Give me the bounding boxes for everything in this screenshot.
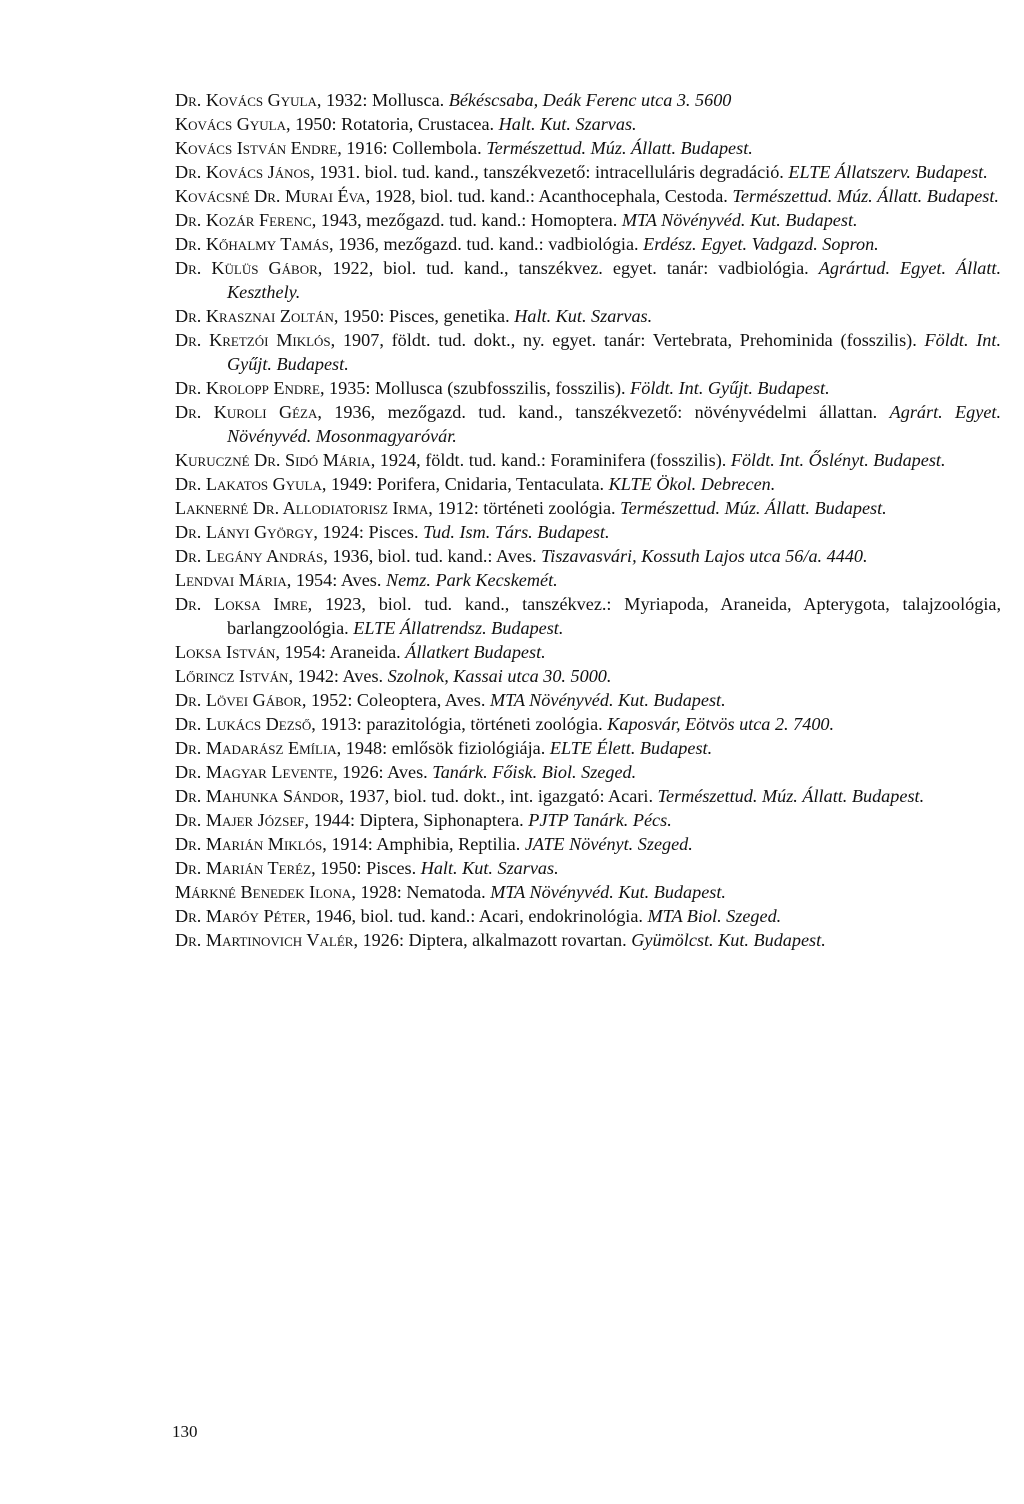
person-name: Kovácsné Dr. Murai Éva [175,186,366,206]
institution: Földt. Int. Őslényt. Budapest. [730,450,946,470]
directory-entry [175,856,1001,880]
directory-entry [175,112,1001,136]
institution: Állatkert Budapest. [405,642,546,662]
directory-entry [175,640,1001,664]
person-name: Dr. Lányi György [175,522,314,542]
person-name: Laknerné Dr. Allodiatorisz Irma [175,498,429,518]
institution: ELTE Élett. Budapest. [549,738,713,758]
institution: ELTE Állatrendsz. Budapest. [353,618,564,638]
entry-details: , 1926: Diptera, alkalmazott rovartan. [353,930,632,950]
person-name: Loksa István [175,642,276,662]
institution: Földt. Int. Gyűjt. Budapest. [630,378,830,398]
entry-details: , 1914: Amphibia, Reptilia. [322,834,525,854]
entry-details: , 1937, biol. tud. dokt., int. igazgató: Acari. [339,786,658,806]
person-name: Dr. Lukács Dezső [175,714,312,734]
directory-entry [175,376,1001,400]
person-name: Dr. Lövei Gábor [175,690,302,710]
entry-details: , 1944: Diptera, Siphonaptera. [304,810,529,830]
directory-entry [175,184,1001,208]
institution: Szolnok, Kassai utca 30. 5000. [387,666,612,686]
person-name: Dr. Majer József [175,810,305,830]
institution: MTA Növényvéd. Kut. Budapest. [489,690,726,710]
person-name: Dr. Kozár Ferenc [175,210,312,230]
institution: Természettud. Múz. Állatt. Budapest. [732,186,999,206]
institution: PJTP Tanárk. Pécs. [528,810,672,830]
institution: KLTE Ökol. Debrecen. [608,474,776,494]
institution: Természettud. Múz. Állatt. Budapest. [620,498,887,518]
directory-entry [175,736,1001,760]
institution: Halt. Kut. Szarvas. [498,114,637,134]
person-name: Dr. Marián Miklós [175,834,323,854]
institution: MTA Biol. Szeged. [647,906,782,926]
directory-entry [175,904,1001,928]
person-name: Dr. Krasznai Zoltán [175,306,334,326]
entry-details: , 1928, biol. tud. kand.: Acanthocephala, Cestoda. [365,186,733,206]
entry-details: , 1912: történeti zoológia. [428,498,621,518]
person-name: Dr. Lakatos Gyula [175,474,322,494]
person-name: Dr. Madarász Emília [175,738,337,758]
page-number: 130 [172,1422,198,1441]
institution: Békéscsaba, Deák Ferenc utca 3. 5600 [448,90,732,110]
directory-entry [175,712,1001,736]
directory-entry [175,448,1001,472]
directory-entry [175,88,1001,112]
entry-details: , 1954: Araneida. [275,642,406,662]
person-name: Lőrincz István [175,666,289,686]
institution: MTA Növényvéd. Kut. Budapest. [621,210,858,230]
institution: Gyümölcst. Kut. Budapest. [631,930,826,950]
entry-details: , 1950: Rotatoria, Crustacea. [286,114,499,134]
institution: Természettud. Múz. Állatt. Budapest. [657,786,925,806]
person-name: Dr. Loksa Imre [175,594,308,614]
directory-entry [175,688,1001,712]
directory-entry [175,496,1001,520]
entry-details: , 1926: Aves. [333,762,433,782]
institution: ELTE Állatszerv. Budapest. [788,162,988,182]
entry-details: , 1913: parazitológia, történeti zoológia. [311,714,608,734]
directory-entry [175,760,1001,784]
person-name: Dr. Kovács János [175,162,311,182]
directory-entry [175,304,1001,328]
institution: Kaposvár, Eötvös utca 2. 7400. [607,714,835,734]
directory-entry [175,328,1001,376]
institution: JATE Növényt. Szeged. [524,834,693,854]
institution: Nemz. Park Kecskemét. [385,570,558,590]
person-name: Dr. Legány András [175,546,324,566]
directory-entry [175,568,1001,592]
person-name: Dr. Kovács Gyula [175,90,317,110]
institution: Tud. Ism. Társ. Budapest. [423,522,610,542]
directory-entry [175,256,1001,304]
person-name: Dr. Külüs Gábor [175,258,318,278]
institution: Halt. Kut. Szarvas. [514,306,653,326]
person-name: Kuruczné Dr. Sidó Mária [175,450,371,470]
institution: Földt. Int. Gyűjt. Budapest. [227,330,1001,374]
institution: Erdész. Egyet. Vadgazd. Sopron. [643,234,879,254]
entry-details: , 1946, biol. tud. kand.: Acari, endokrinológia. [306,906,648,926]
entry-details: , 1954: Aves. [286,570,386,590]
directory-entries [175,88,1001,952]
person-name: Dr. Martinovich Valér [175,930,354,950]
person-name: Dr. Kőhalmy Tamás [175,234,329,254]
person-name: Dr. Mahunka Sándor [175,786,340,806]
entry-details: , 1924, földt. tud. kand.: Foraminifera (fosszilis). [370,450,731,470]
entry-details: , 1950: Pisces. [311,858,421,878]
directory-entry [175,592,1001,640]
directory-entry [175,544,1001,568]
entry-details: , 1923, biol. tud. kand., tanszékvez.: Myriapoda, Araneida, Apterygota, talajzoológia, barlangzoológia. [227,594,1001,638]
institution: Tanárk. Főisk. Biol. Szeged. [432,762,637,782]
entry-details: , 1932: Mollusca. [316,90,449,110]
directory-entry [175,232,1001,256]
entry-details: , 1952: Coleoptera, Aves. [301,690,490,710]
entry-details: , 1936, mezőgazd. tud. kand., tanszékvezető: növényvédelmi állattan. [317,402,890,422]
entry-details: , 1928: Nematoda. [351,882,491,902]
person-name: Márkné Benedek Ilona [175,882,352,902]
directory-entry [175,808,1001,832]
institution: MTA Növényvéd. Kut. Budapest. [490,882,726,902]
entry-details: , 1924: Pisces. [313,522,424,542]
directory-entry [175,208,1001,232]
person-name: Dr. Marián Teréz [175,858,312,878]
entry-details: , 1935: Mollusca (szubfosszilis, fosszilis). [319,378,631,398]
institution: Halt. Kut. Szarvas. [420,858,559,878]
person-name: Kovács Gyula [175,114,286,134]
person-name: Kovács István Endre [175,138,338,158]
entry-details: , 1949: Porifera, Cnidaria, Tentaculata. [321,474,609,494]
entry-details: , 1942: Aves. [288,666,388,686]
person-name: Dr. Kuroli Géza [175,402,318,422]
directory-entry [175,784,1001,808]
directory-entry [175,928,1001,952]
entry-details: , 1943, mezőgazd. tud. kand.: Homoptera. [311,210,622,230]
directory-entry [175,832,1001,856]
person-name: Lendvai Mária [175,570,287,590]
person-name: Dr. Krolopp Endre [175,378,320,398]
directory-entry [175,160,1001,184]
entry-details: , 1907, földt. tud. dokt., ny. egyet. tanár: Vertebrata, Prehominida (fosszilis). [330,330,925,350]
entry-details: , 1948: emlősök fiziológiája. [336,738,550,758]
institution: Tiszavasvári, Kossuth Lajos utca 56/a. 4440. [541,546,868,566]
institution: Agrártud. Egyet. Állatt. Keszthely. [227,258,1001,302]
directory-entry [175,520,1001,544]
person-name: Dr. Maróy Péter [175,906,307,926]
directory-entry [175,400,1001,448]
directory-entry [175,880,1001,904]
entry-details: , 1950: Pisces, genetika. [333,306,515,326]
person-name: Dr. Magyar Levente [175,762,334,782]
institution: Agrárt. Egyet. Növényvéd. Mosonmagyaróvár. [227,402,1002,446]
institution: Természettud. Múz. Állatt. Budapest. [486,138,753,158]
entry-details: , 1931. biol. tud. kand., tanszékvezető: intracelluláris degradáció. [310,162,789,182]
entry-details: , 1922, biol. tud. kand., tanszékvez. egyet. tanár: vadbiológia. [317,258,819,278]
entry-details: , 1936, biol. tud. kand.: Aves. [323,546,542,566]
person-name: Dr. Kretzói Miklós [175,330,331,350]
directory-entry [175,664,1001,688]
directory-entry [175,472,1001,496]
entry-details: , 1936, mezőgazd. tud. kand.: vadbiológia. [328,234,644,254]
entry-details: , 1916: Collembola. [337,138,487,158]
directory-entry [175,136,1001,160]
